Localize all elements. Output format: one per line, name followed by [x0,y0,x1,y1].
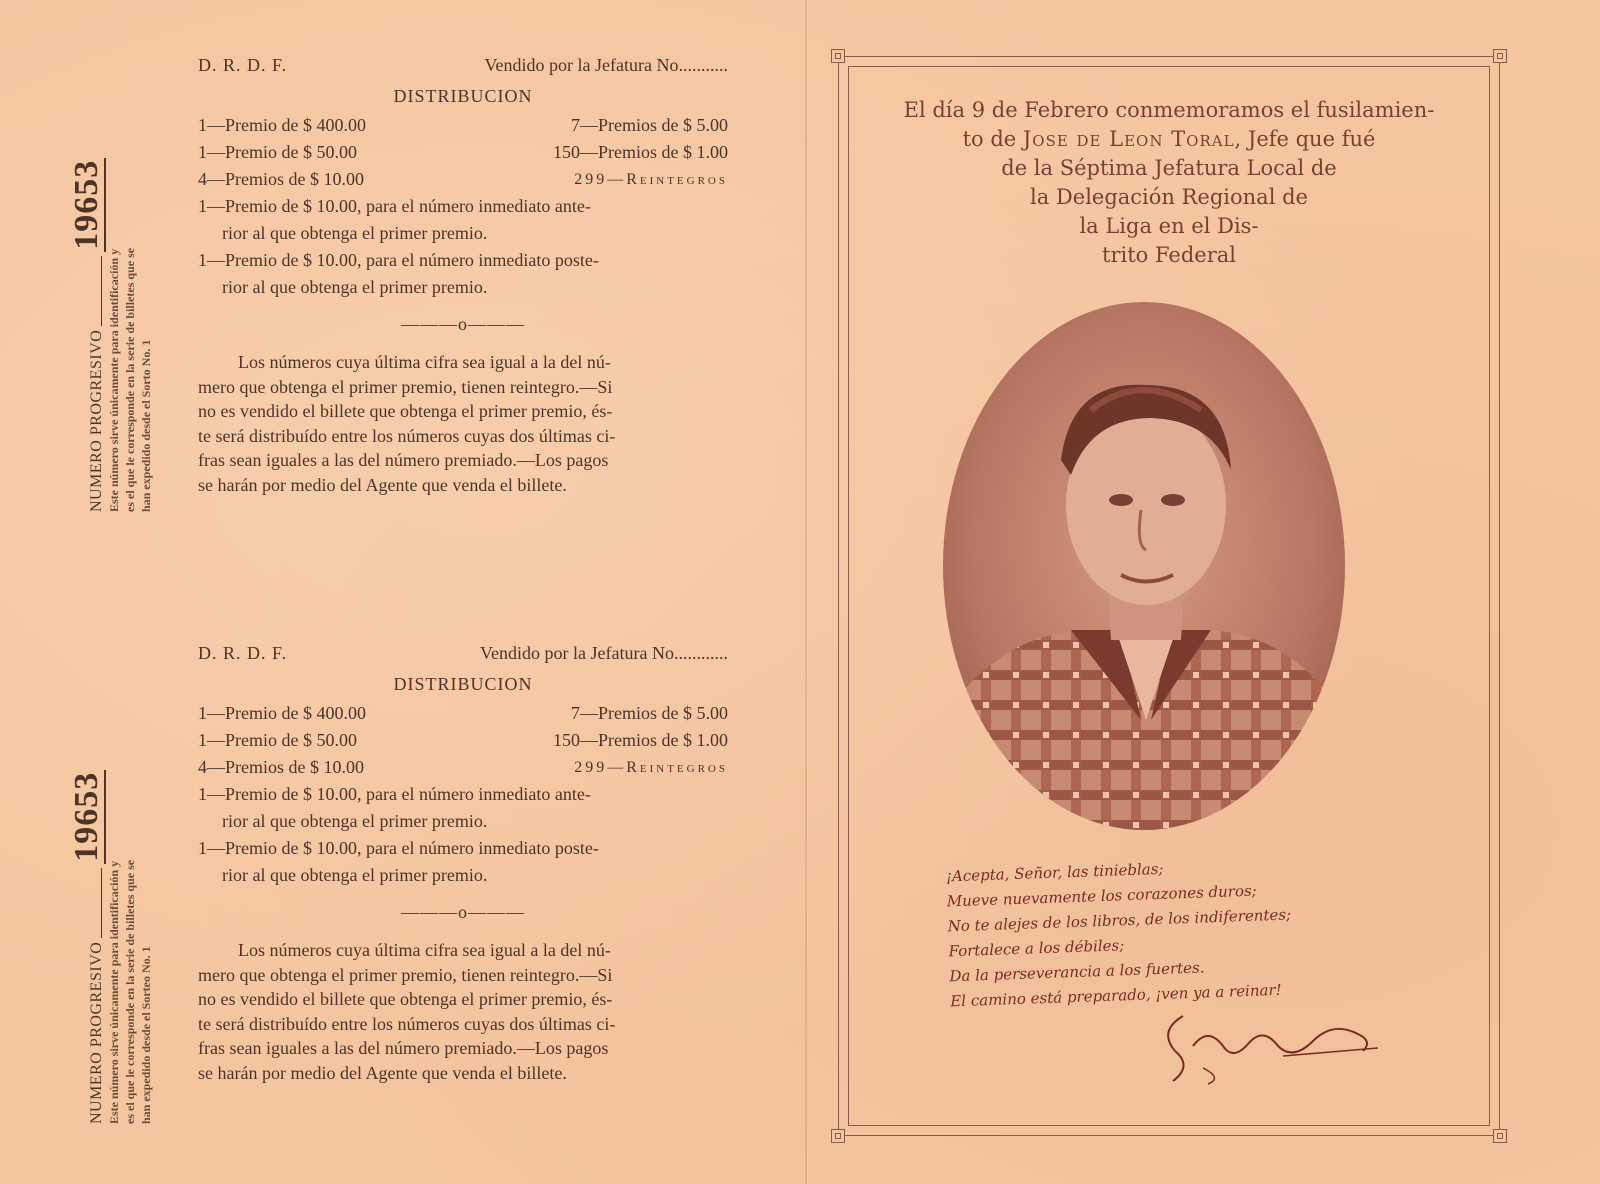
rules-paragraph: Los números cuya última cifra sea igual a la del nú- mero que obtenga el primer premio, tienen reintegro.—Si no es vendido el billete que obtenga el primer premio, és- te será distribuído entre los números cuyas dos últimas ci- fras sean iguales a las del número premiado.—Los pagos se harán por medio del Agente que venda el billete. [198,940,616,1083]
handwritten-prayer: ¡Acepta, Señor, las tinieblas; Mueve nuevamente los corazones duros; No te alejes de los libros, de los indiferentes; Fortalece a los débiles; Da la perseverancia a los fuertes. El camino está preparado, ¡ven ya a reinar! [945,859,1292,1011]
ticket-stub [70,48,730,518]
adjacent-prize-next: 1—Premio de $ 10.00, para el número inmediato poste- rior al que obtenga el primer premio. [198,838,599,885]
corner-ornament-icon [831,49,845,63]
distribution-title: DISTRIBUCION [393,674,533,694]
progressive-number-heading [70,634,106,1124]
sold-by-field: Vendido por la Jefatura No............ [480,643,728,663]
identification-note: han expedido desde el Sorto No. 1 [139,339,153,512]
prize-row: 4—Premios de $ 10.00 299—Reintegros [198,757,728,777]
ticket-body [198,640,728,1085]
progressive-number: 19653 [68,771,105,862]
progressive-number-strip [70,640,190,1130]
identification-note: Este número sirve únicamente para identificación y [107,860,121,1124]
memorial-panel [838,56,1500,1136]
distribution-title: DISTRIBUCION [393,86,533,106]
adjacent-prize-previous: 1—Premio de $ 10.00, para el número inmediato ante- rior al que obtenga el primer premio. [198,784,591,831]
issuer-code: D. R. D. F. [198,55,288,75]
identification-note: es el que le corresponde en la serie de billetes que se [123,247,137,512]
progressive-number-heading [70,42,106,512]
divider: ———o——— [401,314,525,334]
progressive-label: NUMERO PROGRESIVO [88,329,105,512]
corner-ornament-icon [1493,1129,1507,1143]
divider: ———o——— [401,902,525,922]
rules-paragraph: Los números cuya última cifra sea igual a la del nú- mero que obtenga el primer premio, tienen reintegro.—Si no es vendido el billete que obtenga el primer premio, és- te será distribuído entre los números cuyas dos últimas ci- fras sean iguales a las del número premiado.—Los pagos se harán por medio del Agente que venda el billete. [198,352,616,495]
progressive-number-strip [70,48,190,518]
progressive-label: NUMERO PROGRESIVO [88,941,105,1124]
sold-by-field: Vendido por la Jefatura No........... [484,55,728,75]
honoree-name: Jose de Leon Toral [1022,127,1235,151]
corner-ornament-icon [831,1129,845,1143]
identification-note: Este número sirve únicamente para identificación y [107,248,121,512]
corner-ornament-icon [1493,49,1507,63]
portrait-photo-icon [941,300,1347,832]
prize-row: 4—Premios de $ 10.00 299—Reintegros [198,169,728,189]
center-fold [805,0,807,1184]
identification-note: es el que le corresponde en la serie de billetes que se [123,859,137,1124]
memorial-text: El día 9 de Febrero conmemoramos el fusilamien- to de Jose de Leon Toral, Jefe que fué de la Séptima Jefatura Local de la Delegación Regional de la Liga en el Dis- trito Federal [903,98,1435,267]
adjacent-prize-previous: 1—Premio de $ 10.00, para el número inmediato ante- rior al que obtenga el primer premio. [198,196,591,243]
oval-portrait [941,300,1347,832]
prize-row: 1—Premio de $ 50.00 150—Premios de $ 1.00 [198,730,728,750]
adjacent-prize-next: 1—Premio de $ 10.00, para el número inmediato poste- rior al que obtenga el primer premio. [198,250,599,297]
issuer-code: D. R. D. F. [198,643,288,663]
handwritten-signature-icon [1163,1006,1383,1086]
prize-row: 1—Premio de $ 50.00 150—Premios de $ 1.00 [198,142,728,162]
identification-note: han expedido desde el Sorteo No. 1 [139,946,153,1124]
ticket-stub [70,640,730,1130]
prize-row: 1—Premio de $ 400.00 7—Premios de $ 5.00 [198,115,728,135]
prize-row: 1—Premio de $ 400.00 7—Premios de $ 5.00 [198,703,728,723]
progressive-number: 19653 [68,159,105,250]
ticket-body [198,52,728,497]
